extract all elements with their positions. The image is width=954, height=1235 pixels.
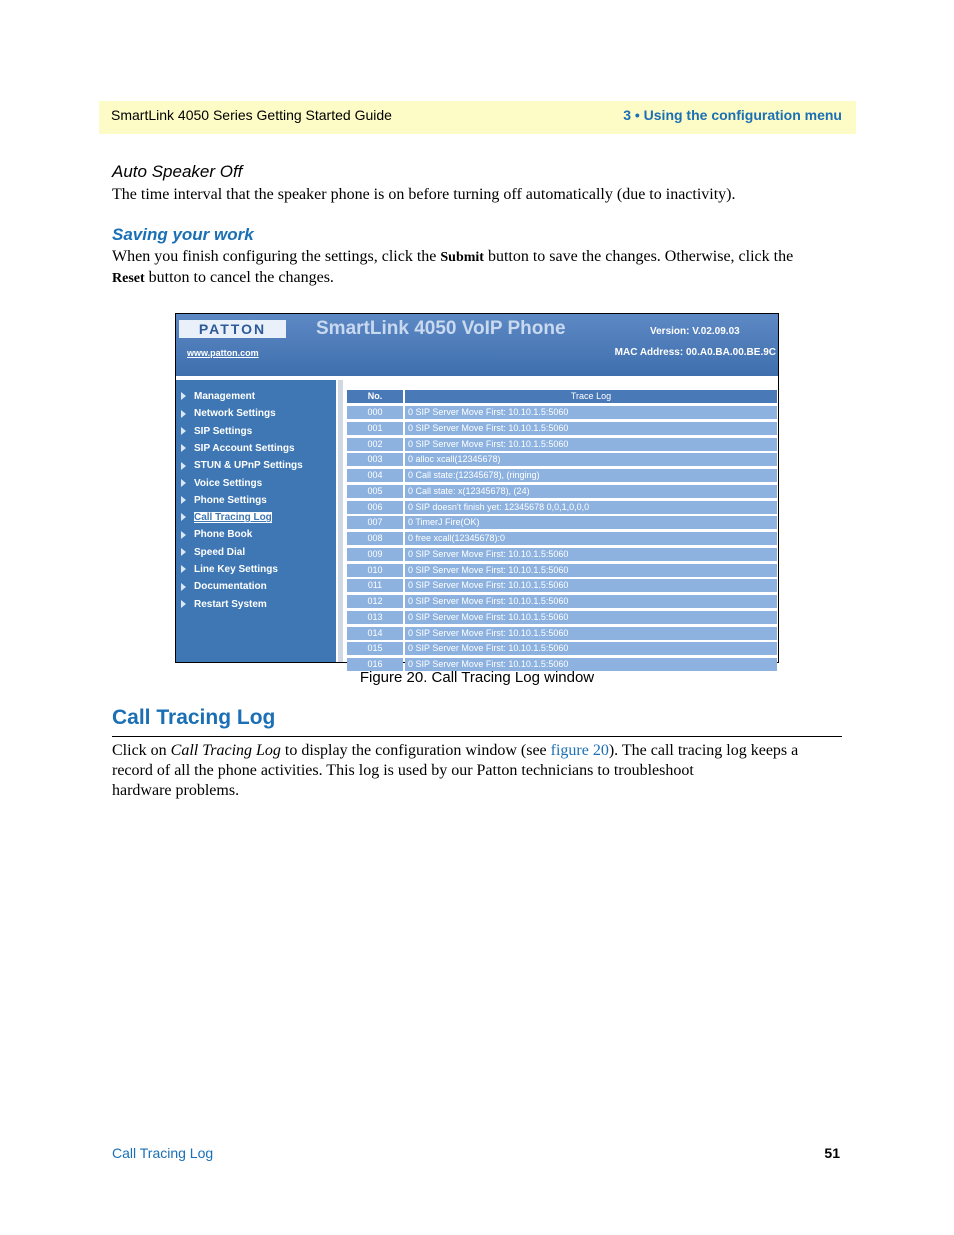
sidebar-item[interactable] xyxy=(181,599,267,610)
sidebar-item[interactable] xyxy=(181,495,267,506)
auto-speaker-term: Auto Speaker Off xyxy=(112,162,243,181)
arrow-right-icon xyxy=(181,392,186,400)
row-number: 015 xyxy=(347,642,403,655)
arrow-right-icon xyxy=(181,479,186,487)
text: When you finish configuring the settings, click the xyxy=(112,248,441,265)
arrow-right-icon xyxy=(181,462,186,470)
sidebar-item-label: Management xyxy=(194,391,256,402)
sidebar-item-label: STUN & UPnP Settings xyxy=(194,460,303,472)
product-title: SmartLink 4050 VoIP Phone xyxy=(316,318,566,339)
section-heading: Call Tracing Log xyxy=(112,706,276,729)
auto-speaker-desc: The time interval that the speaker phone is on before turning off automatically (due to inactivity). xyxy=(112,186,736,203)
chapter-title: 3 • Using the configuration menu xyxy=(623,107,842,123)
row-trace-entry: 0 Call state:(12345678), (ringing) xyxy=(405,469,777,482)
row-number: 005 xyxy=(347,485,403,498)
section-paragraph xyxy=(112,741,798,801)
arrow-right-icon xyxy=(181,548,186,556)
saving-paragraph xyxy=(112,247,793,289)
sidebar-item[interactable] xyxy=(181,478,262,489)
reset-term: Reset xyxy=(112,271,145,286)
sidebar-item-label: Line Key Settings xyxy=(194,564,278,575)
sidebar-item[interactable] xyxy=(181,391,255,402)
running-header xyxy=(99,101,856,134)
row-trace-entry: 0 SIP Server Move First: 10.10.1.5:5060 xyxy=(405,579,777,592)
row-trace-entry: 0 Call state: x(12345678), (24) xyxy=(405,485,777,498)
text: record of all the phone activities. This log is used by our Patton technicians to troubleshoot xyxy=(112,762,694,779)
sidebar-item[interactable] xyxy=(181,426,252,437)
arrow-right-icon xyxy=(181,410,186,418)
row-trace-entry: 0 SIP Server Move First: 10.10.1.5:5060 xyxy=(405,595,777,608)
row-number: 001 xyxy=(347,422,403,435)
arrow-right-icon xyxy=(181,531,186,539)
row-number: 007 xyxy=(347,516,403,529)
sidebar-item-label: Phone Book xyxy=(194,529,253,541)
row-number: 000 xyxy=(347,406,403,419)
row-number: 010 xyxy=(347,564,403,577)
call-tracing-screenshot xyxy=(175,313,779,669)
patton-link[interactable]: www.patton.com xyxy=(187,348,259,358)
arrow-right-icon xyxy=(181,444,186,452)
row-trace-entry: 0 SIP Server Move First: 10.10.1.5:5060 xyxy=(405,548,777,561)
page-number: 51 xyxy=(824,1145,840,1161)
heading-rule xyxy=(112,736,842,737)
sidebar-item-label: Speed Dial xyxy=(194,546,246,558)
row-trace-entry: 0 SIP Server Move First: 10.10.1.5:5060 xyxy=(405,438,777,451)
sidebar-item-label: Restart System xyxy=(194,598,267,610)
row-trace-entry: 0 free xcall(12345678):0 xyxy=(405,532,777,545)
footer-section: Call Tracing Log xyxy=(112,1145,214,1161)
row-trace-entry: 0 TimerJ Fire(OK) xyxy=(405,516,777,529)
row-number: 011 xyxy=(347,579,403,592)
row-number: 004 xyxy=(347,469,403,482)
arrow-right-icon xyxy=(181,565,186,573)
row-number: 008 xyxy=(347,532,403,545)
sidebar-item-label: Call Tracing Log xyxy=(194,512,272,524)
arrow-right-icon xyxy=(181,583,186,591)
row-number: 006 xyxy=(347,501,403,514)
sidebar-item[interactable] xyxy=(181,581,267,592)
sidebar-item[interactable] xyxy=(181,564,278,575)
sidebar-item-label: SIP Settings xyxy=(194,425,253,437)
sidebar-item-label: SIP Account Settings xyxy=(194,442,295,454)
sidebar-item-label: Documentation xyxy=(194,581,267,593)
row-number: 012 xyxy=(347,595,403,608)
sidebar-item[interactable] xyxy=(181,547,245,558)
sidebar-menu xyxy=(176,380,336,662)
row-trace-entry: 0 SIP Server Move First: 10.10.1.5:5060 xyxy=(405,627,777,640)
row-trace-entry: 0 SIP doesn't finish yet: 12345678 0,0,1,0,0,0 xyxy=(405,501,777,514)
row-trace-entry: 0 SIP Server Move First: 10.10.1.5:5060 xyxy=(405,406,777,419)
sidebar-item-label: Network Settings xyxy=(194,408,276,420)
column-header-trace-log: Trace Log xyxy=(405,390,777,403)
sidebar-item[interactable] xyxy=(181,460,303,471)
menu-reference: Call Tracing Log xyxy=(170,742,281,759)
sidebar-item[interactable] xyxy=(181,443,295,454)
text: ). The call tracing log keeps a xyxy=(608,742,799,759)
arrow-right-icon xyxy=(181,496,186,504)
column-header-no: No. xyxy=(347,390,403,403)
text: button to save the changes. Otherwise, click the xyxy=(483,248,794,265)
submit-term: Submit xyxy=(440,250,484,265)
banner xyxy=(176,314,778,376)
row-trace-entry: 0 SIP Server Move First: 10.10.1.5:5060 xyxy=(405,611,777,624)
row-trace-entry: 0 alloc xcall(12345678) xyxy=(405,453,777,466)
divider xyxy=(338,380,343,662)
row-number: 013 xyxy=(347,611,403,624)
sidebar-item[interactable] xyxy=(181,529,252,540)
sidebar-item[interactable] xyxy=(181,408,276,419)
figure-caption: Figure 20. Call Tracing Log window xyxy=(359,669,595,686)
sidebar-item[interactable] xyxy=(181,512,272,523)
guide-title: SmartLink 4050 Series Getting Started Guide xyxy=(111,107,392,123)
arrow-right-icon xyxy=(181,600,186,608)
row-trace-entry: 0 SIP Server Move First: 10.10.1.5:5060 xyxy=(405,564,777,577)
row-number: 016 xyxy=(347,658,403,671)
version-label: Version: V.02.09.03 xyxy=(650,326,740,337)
row-number: 009 xyxy=(347,548,403,561)
sidebar-item-label: Phone Settings xyxy=(194,494,267,506)
text: hardware problems. xyxy=(112,782,240,799)
row-number: 002 xyxy=(347,438,403,451)
figure-link[interactable]: figure 20 xyxy=(550,742,609,759)
row-number: 014 xyxy=(347,627,403,640)
text: to display the configuration window (see xyxy=(280,742,551,759)
row-trace-entry: 0 SIP Server Move First: 10.10.1.5:5060 xyxy=(405,642,777,655)
row-trace-entry: 0 SIP Server Move First: 10.10.1.5:5060 xyxy=(405,422,777,435)
text: button to cancel the changes. xyxy=(144,269,334,286)
row-number: 003 xyxy=(347,453,403,466)
saving-heading: Saving your work xyxy=(112,225,254,244)
row-trace-entry: 0 SIP Server Move First: 10.10.1.5:5060 xyxy=(405,658,777,671)
arrow-right-icon xyxy=(181,513,186,521)
arrow-right-icon xyxy=(181,427,186,435)
mac-address: MAC Address: 00.A0.BA.00.BE.9C xyxy=(614,347,776,358)
patton-logo: PATTON xyxy=(179,320,286,338)
text: Click on xyxy=(112,742,171,759)
sidebar-item-label: Voice Settings xyxy=(194,477,263,489)
